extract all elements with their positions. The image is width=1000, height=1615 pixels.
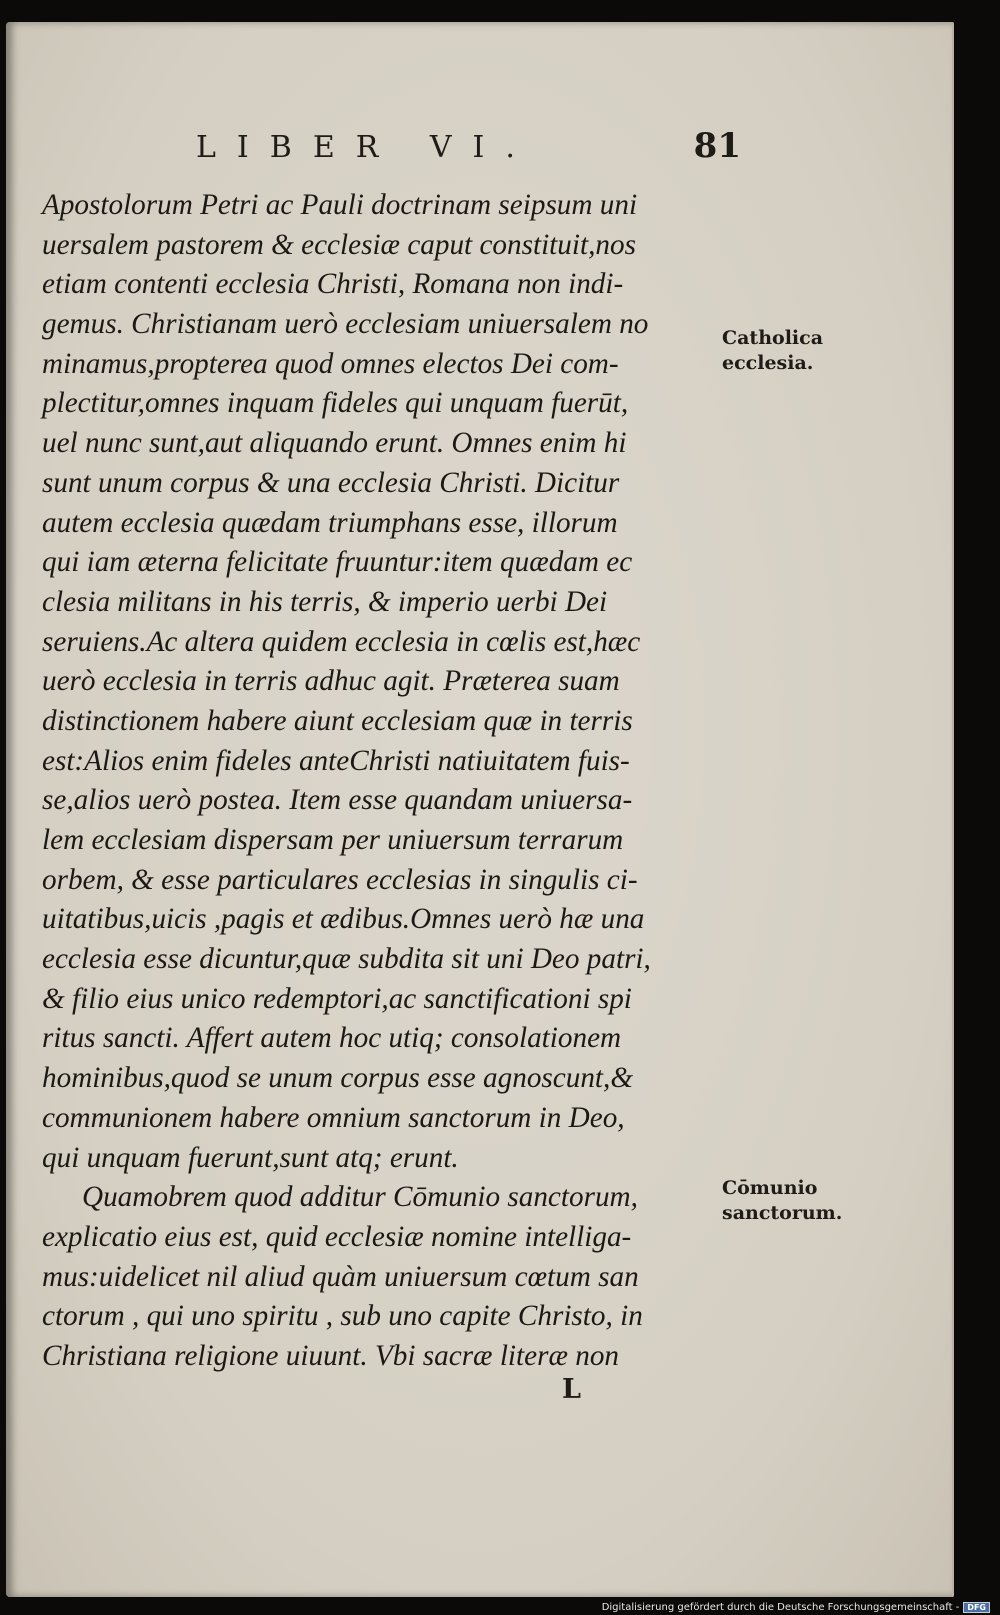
text-line: uerò ecclesia in terris adhuc agit. Præterea suam (42, 665, 620, 698)
running-title: LIBER VI. (196, 130, 536, 165)
text-line: orbem, & esse particulares ecclesias in singulis ci- (42, 863, 638, 896)
text-line: gemus. Christianam uerò ecclesiam uniuersalem no (42, 308, 649, 341)
text-line: lem ecclesiam dispersam per uniuersum terrarum (42, 824, 624, 856)
text-line: distinctionem habere aiunt ecclesiam quæ in terris (42, 704, 633, 737)
text-line: ritus sancti. Affert autem hoc utiq; consolationem (42, 1022, 622, 1055)
text-line: qui unquam fuerunt,sunt atq; erunt. (42, 1141, 459, 1174)
dfg-logo-icon: DFG (963, 1602, 990, 1613)
text-line: seruiens.Ac altera quidem ecclesia in cœlis est,hæc (42, 625, 641, 658)
text-line: clesia militans in his terris, & imperio uerbi Dei (42, 585, 608, 618)
text-line: qui iam æterna felicitate fruuntur:item quædam ec (42, 546, 633, 579)
page-header (196, 122, 741, 172)
margin-note-communio (722, 1176, 842, 1226)
text-line: mus:uidelicet nil aliud quàm uniuersum cœtum san (42, 1260, 639, 1293)
margin-note-line: Catholica (722, 327, 824, 349)
text-line: autem ecclesia quædam triumphans esse, illorum (42, 506, 618, 539)
text-line: Quamobrem quod additur Cōmunio sanctorum, (82, 1181, 638, 1214)
signature-mark: L (562, 1374, 581, 1405)
text-line: plectitur,omnes inquam fideles qui unquam fuerūt, (42, 387, 629, 420)
credit-text: Digitalisierung gefördert durch die Deutsche Forschungsgemeinschaft - (601, 1602, 960, 1613)
text-line: se,alios uerò postea. Item esse quandam uniuersa- (42, 784, 633, 817)
margin-note-line: ecclesia. (722, 352, 814, 374)
text-line: hominibus,quod se unum corpus esse agnoscunt,& (42, 1062, 634, 1095)
digitization-credit (602, 1602, 990, 1613)
page-number: 81 (693, 126, 741, 166)
text-line: ctorum , qui uno spiritu , sub uno capite Christo, in (42, 1300, 643, 1333)
text-line: est:Alios enim fideles anteChristi natiuitatem fuis- (42, 744, 630, 777)
text-line: & filio eius unico redemptori,ac sanctificationi spi (42, 982, 632, 1015)
book-page (6, 22, 954, 1597)
text-line: ecclesia esse dicuntur,quæ subdita sit uni Deo patri, (42, 943, 651, 976)
margin-note-line: sanctorum. (722, 1202, 843, 1224)
margin-note-line: Cōmunio (722, 1177, 818, 1199)
text-line: etiam contenti ecclesia Christi, Romana non indi- (42, 268, 624, 301)
text-line: uel nunc sunt,aut aliquando erunt. Omnes enim hi (42, 427, 627, 460)
text-line: Christiana religione uiuunt. Vbi sacræ literæ non (42, 1339, 620, 1372)
text-line: explicatio eius est, quid ecclesiæ nomine intelliga- (42, 1220, 632, 1253)
margin-note-catholica (722, 326, 823, 376)
text-line: sunt unum corpus & una ecclesia Christi. Dicitur (42, 466, 620, 499)
body-text (42, 186, 714, 1377)
text-line: uersalem pastorem & ecclesiæ caput constituit,nos (42, 228, 636, 261)
text-line: communionem habere omnium sanctorum in Deo, (42, 1101, 625, 1134)
text-line: minamus,propterea quod omnes electos Dei com- (42, 347, 619, 380)
text-line: Apostolorum Petri ac Pauli doctrinam seipsum uni (42, 189, 638, 221)
text-line: uitatibus,uicis ,pagis et ædibus.Omnes uerò hæ una (42, 903, 645, 936)
